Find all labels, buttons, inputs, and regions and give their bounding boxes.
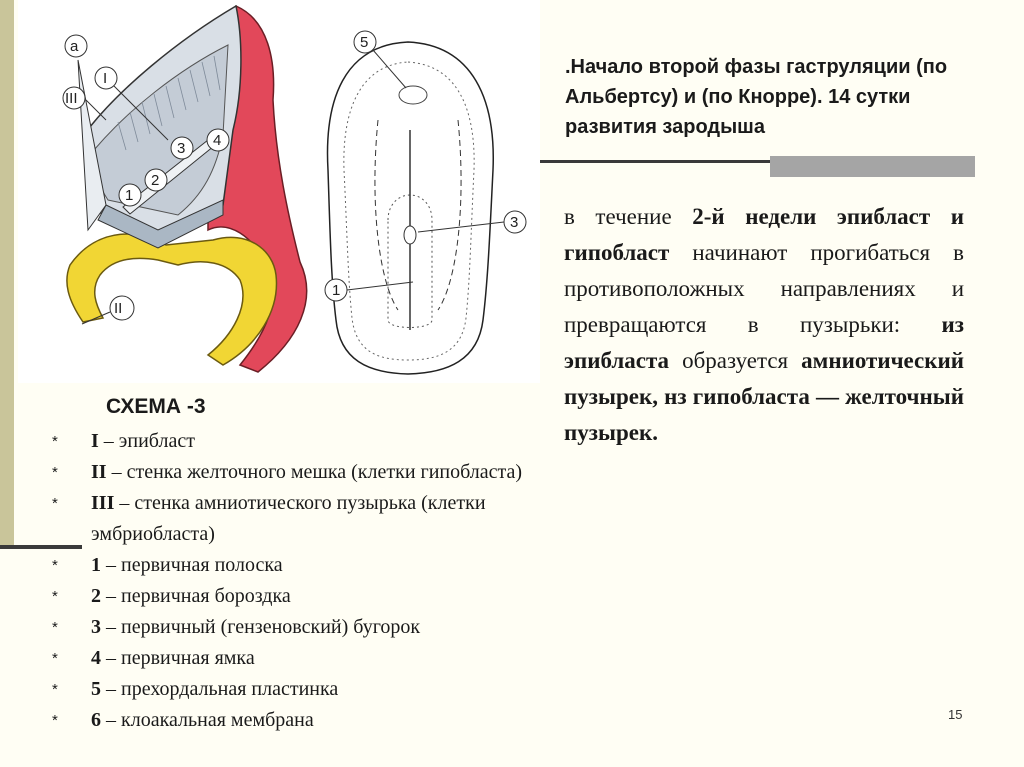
svg-text:4: 4 [213, 132, 222, 149]
body-text-2: 2-й недели эпибласт и гипобласт [564, 204, 964, 265]
scheme-title: СХЕМА -3 [106, 395, 206, 418]
legend-dash: – [114, 492, 135, 514]
legend-text: первичный (гензеновский) бугорок [121, 616, 421, 638]
right-diagram [325, 31, 526, 374]
body-paragraph [564, 199, 964, 451]
legend-dash: – [106, 461, 127, 483]
title-underline-bar [770, 156, 975, 177]
legend-text: первичная полоска [121, 554, 283, 576]
legend-key: 2 [91, 585, 101, 607]
legend-item [52, 581, 542, 612]
left-decor-band [0, 0, 14, 545]
legend-dash: – [101, 647, 121, 669]
svg-text:а: а [70, 38, 79, 55]
legend-key: II [91, 461, 107, 483]
slide-title: .Начало второй фазы гаструляции (по Альбертсу) и (по Кнорре). 14 сутки развития зародыша [565, 56, 948, 138]
legend-item [52, 674, 542, 705]
legend-key: 4 [91, 647, 101, 669]
bullet: * [52, 433, 58, 450]
legend-list [52, 426, 542, 736]
title-underline [540, 160, 772, 163]
legend-key: 5 [91, 678, 101, 700]
legend-text: первичная ямка [121, 647, 255, 669]
legend-item [52, 457, 542, 488]
body-text-3: начинают прогибаться в противоположных направлениях и превращаются в пузырьки: [564, 240, 964, 337]
legend-text: прехордальная пластинка [121, 678, 339, 700]
bullet: * [52, 712, 58, 729]
legend-key: I [91, 430, 99, 452]
legend-dash: – [101, 585, 121, 607]
svg-text:3: 3 [177, 140, 186, 157]
legend-text: первичная бороздка [121, 585, 291, 607]
legend-key: 6 [91, 709, 101, 731]
body-text-4: из эпибласта [564, 312, 964, 373]
bullet: * [52, 495, 58, 512]
legend-item [52, 488, 542, 550]
body-text-1: в течение [564, 204, 672, 229]
legend-text: стенка амниотического пузырька (клетки эмбриобласта) [91, 492, 486, 545]
legend-item [52, 705, 542, 736]
bullet: * [52, 464, 58, 481]
bullet: * [52, 557, 58, 574]
legend-dash: – [101, 709, 121, 731]
svg-text:III: III [65, 90, 78, 107]
svg-text:I: I [103, 70, 108, 87]
page-number: 15 [948, 707, 963, 722]
svg-text:1: 1 [125, 187, 134, 204]
left-diagram [63, 6, 307, 372]
bullet: * [52, 619, 58, 636]
svg-text:2: 2 [151, 172, 160, 189]
legend-text: стенка желточного мешка (клетки гипобласта) [126, 461, 523, 483]
legend-dash: – [101, 616, 121, 638]
svg-text:3: 3 [510, 214, 519, 231]
body-text-5: образуется [682, 348, 789, 373]
legend-dash: – [98, 430, 119, 452]
legend-key: 3 [91, 616, 101, 638]
svg-text:1: 1 [332, 282, 341, 299]
legend-item [52, 550, 542, 581]
embryo-figure-svg [18, 0, 540, 383]
legend-text: клоакальная мембрана [121, 709, 314, 731]
legend-item [52, 426, 542, 457]
legend-dash: – [101, 554, 121, 576]
legend-key: III [91, 492, 115, 514]
svg-text:5: 5 [360, 34, 369, 51]
bullet: * [52, 650, 58, 667]
bullet: * [52, 588, 58, 605]
bullet: * [52, 681, 58, 698]
body-text-6: амниотический пузырек, нз гипобласта — желточный пузырек. [564, 348, 965, 445]
legend-item [52, 643, 542, 674]
embryo-figure [18, 0, 540, 383]
legend-text: эпибласт [118, 430, 195, 452]
svg-text:II: II [114, 300, 123, 317]
legend-dash: – [101, 678, 121, 700]
legend-key: 1 [91, 554, 101, 576]
legend-item [52, 612, 542, 643]
